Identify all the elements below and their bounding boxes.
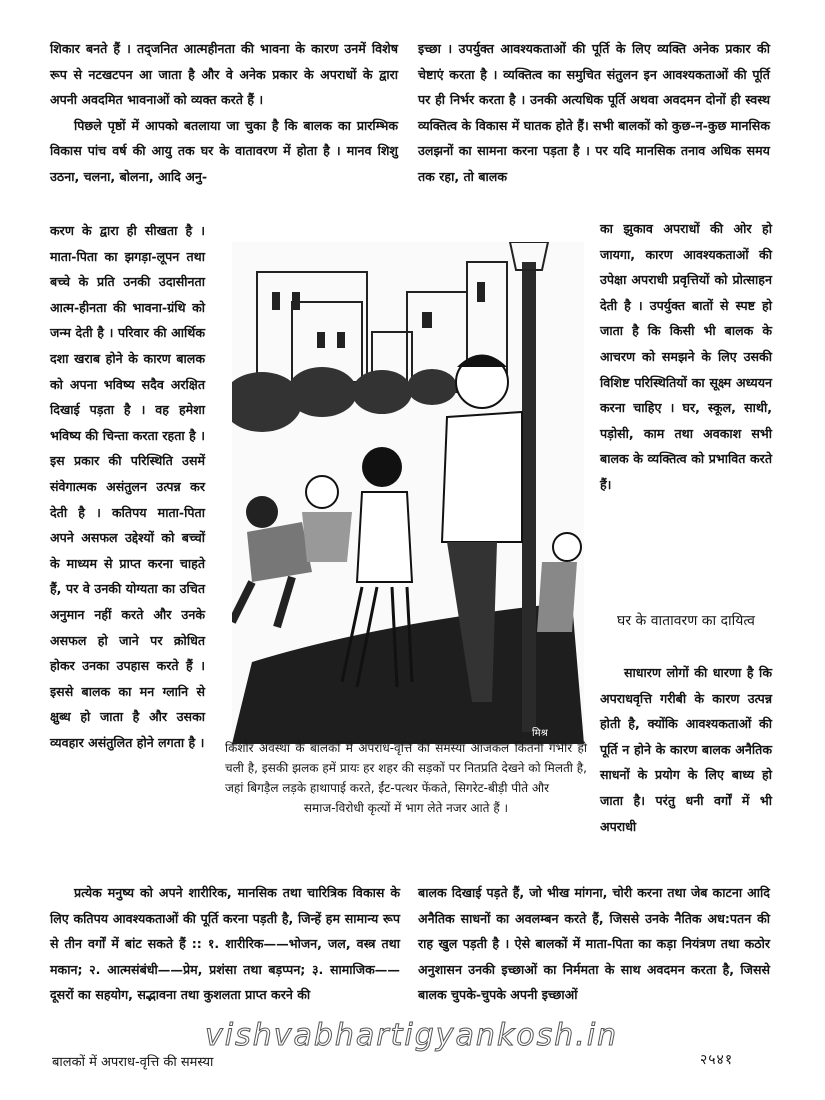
- illustration-signature: मिश्र: [532, 728, 548, 739]
- paragraph: पिछले पृष्ठों में आपको बतलाया जा चुका है कि बालक का प्रारम्भिक विकास पांच वर्ष की आयु तक घर के वातावरण में होता है । मानव शिशु उठना, चलना, बोलना, आदि अनु-: [50, 117, 398, 184]
- right-column-narrow: [600, 216, 772, 498]
- paragraph: शिकार बनते हैं । तद्जनित आत्महीनता की भावना के कारण उनमें विशेष रूप से नटखटपन आ जाता है और वे अनेक प्रकार के अपराधों के द्वारा अपनी अवदमित भावनाओं को व्यक्त करते हैं ।: [50, 41, 398, 108]
- paragraph: का झुकाव अपराधों की ओर हो जायगा, कारण आवश्यकताओं की उपेक्षा अपराधी प्रवृत्तियों को प्रोत्साहन देती है । उपर्युक्त बातों से स्पष्ट हो जाता है कि किसी भी बालक के आचरण को समझने के लिए उसकी विशिष्ट परिस्थितियों का सूक्ष्म अध्ययन करना चाहिए । घर, स्कूल, साथी, पड़ोसी, काम तथा अवकाश सभी बालक के व्यक्तित्व को प्रभावित करते हैं।: [600, 221, 772, 492]
- right-column-top: [418, 36, 770, 190]
- illustration-drawing: [232, 242, 584, 744]
- left-column-narrow: [50, 218, 205, 755]
- illustration-caption: [225, 738, 587, 818]
- caption-text-last: समाज-विरोधी कृत्यों में भाग लेते नजर आते हैं ।: [303, 801, 509, 815]
- left-column-top: [50, 36, 398, 190]
- running-footer-title: बालकों में अपराध-वृत्ति की समस्या: [52, 1055, 214, 1070]
- watermark: vishvabhartigyankosh.in: [205, 1018, 619, 1053]
- right-column-narrow-2: [600, 660, 772, 839]
- paragraph: इच्छा । उपर्युक्त आवश्यकताओं की पूर्ति के लिए व्यक्ति अनेक प्रकार की चेष्टाएं करता है । व्यक्तित्व का समुचित संतुलन इन आवश्यकताओं की पूर्ति पर ही निर्भर करता है । उनकी अत्यधिक पूर्ति अथवा अवदमन दोनों ही स्वस्थ व्यक्तित्व के विकास में घातक होते हैं। सभी बालकों को कुछ-न-कुछ मानसिक उलझनों का सामना करना पड़ता है । पर यदि मानसिक तनाव अधिक समय तक रहा, तो बालक: [418, 41, 770, 184]
- section-heading: घर के वातावरण का दायित्व: [617, 613, 755, 629]
- paragraph: साधारण लोगों की धारणा है कि अपराधवृत्ति गरीबी के कारण उत्पन्न होती है, क्योंकि आवश्यकताओं की पूर्ति न होने के कारण बालक अनैतिक साधनों के प्रयोग के लिए बाध्य हो जाता है। परंतु धनी वर्गों में भी अपराधी: [600, 665, 772, 834]
- page-number: २५४१: [700, 1052, 734, 1068]
- paragraph: करण के द्वारा ही सीखता है । माता-पिता का झगड़ा-लूपन तथा बच्चे के प्रति उनकी उदासीनता आत्म-हीनता की भावना-ग्रंथि को जन्म देती है । परिवार की आर्थिक दशा खराब होने के कारण बालक को अपना भविष्य सदैव अरक्षित दिखाई पड़ता है । वह हमेशा भविष्य की चिन्ता करता रहता है । इस प्रकार की परिस्थिति उसमें संवेगात्मक असंतुलन उत्पन्न कर देती है । कतिपय माता-पिता अपने असफल उद्देश्यों को बच्चों के माध्यम से प्राप्त करना चाहते हैं, पर वे उनकी योग्यता का उचित अनुमान नहीं करते और उनके असफल हो जाने पर क्रोधित होकर उनका उपहास करते हैं । इससे बालक का मन ग्लानि से क्षुब्ध हो जाता है और उसका व्यवहार असंतुलित होने लगता है ।: [50, 223, 205, 750]
- street-boys-illustration: [232, 242, 584, 744]
- caption-text: किशोर अवस्था के बालकों में अपराध-वृत्ति की समस्या आजकल कितनी गंभीर हो चली है, इसकी झलक हमें प्रायः हर शहर की सड़कों पर नितप्रति देखने को मिलती है, जहां बिगड़ैल लड़के हाथापाई करते, ईंट-पत्थर फेंकते, सिगरेट-बीड़ी पीते और: [225, 741, 587, 795]
- bottom-left-column: [50, 880, 400, 1008]
- paragraph: बालक दिखाई पड़ते हैं, जो भीख मांगना, चोरी करना तथा जेब काटना आदि अनैतिक साधनों का अवलम्बन करते हैं, जिससे उनके नैतिक अध:पतन की राह खुल पड़ती है । ऐसे बालकों में माता-पिता का कड़ा नियंत्रण तथा कठोर अनुशासन उनकी इच्छाओं का निर्ममता के साथ अवदमन करता है, जिससे बालक चुपके-चुपके अपनी इच्छाओं: [418, 885, 770, 1003]
- bottom-right-column: [418, 880, 770, 1008]
- paragraph: प्रत्येक मनुष्य को अपने शारीरिक, मानसिक तथा चारित्रिक विकास के लिए कतिपय आवश्यकताओं की पूर्ति करना पड़ती है, जिन्हें हम सामान्य रूप से तीन वर्गों में बांट सकते हैं :: १. शारीरिक——भोजन, जल, वस्त्र तथा मकान; २. आत्मसंबंधी——प्रेम, प्रशंसा तथा बड़प्पन; ३. सामाजिक——दूसरों का सहयोग, सद्भावना तथा कुशलता प्राप्त करने की: [50, 885, 400, 1003]
